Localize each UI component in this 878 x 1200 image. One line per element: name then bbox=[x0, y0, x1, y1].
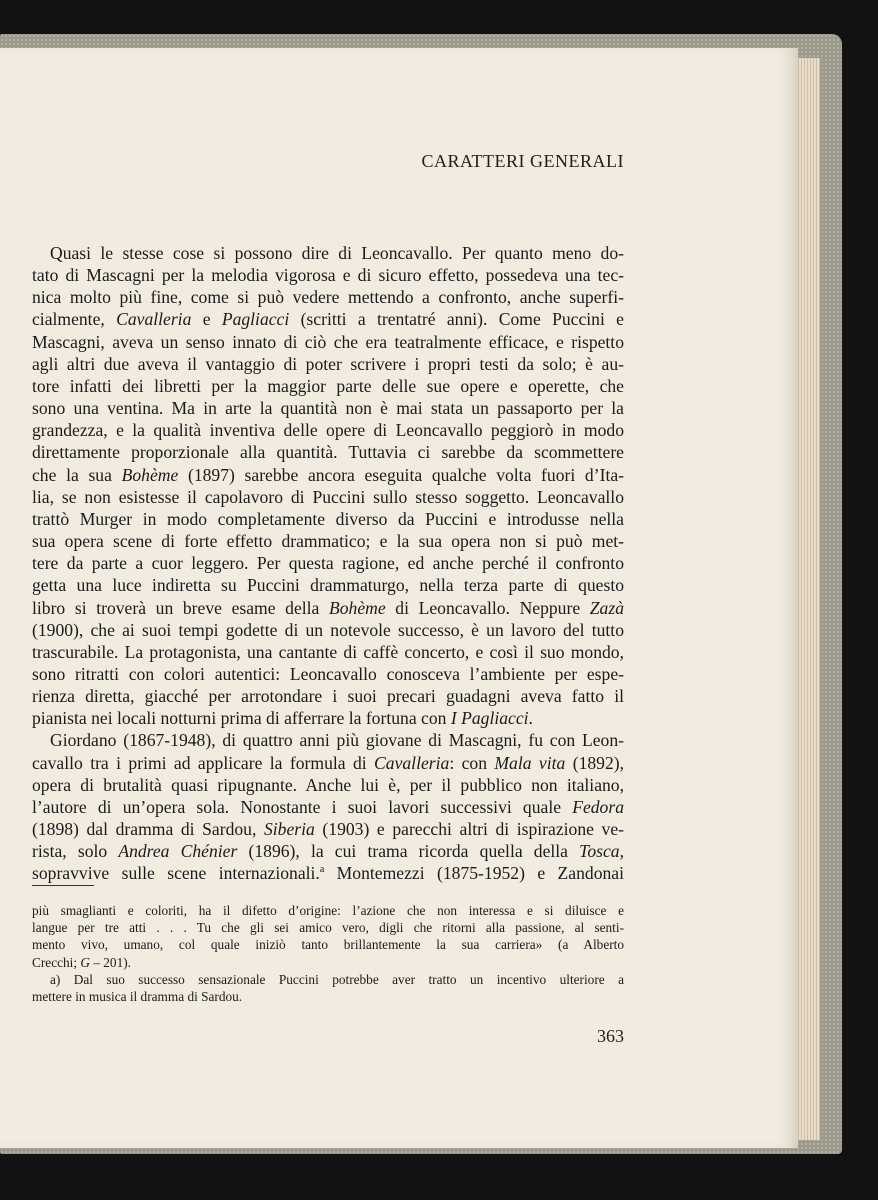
body-line: che la sua Bohème (1897) sarebbe ancora eseguita qualche volta fuori d’Ita- bbox=[32, 464, 625, 485]
body-line: lia, se non esistesse il capolavoro di Puccini sullo stesso soggetto. Leoncavallo bbox=[32, 486, 624, 507]
body-line: sopravvive sulle scene internazionali.$^a$ Montemezzi (1875-1952) e Zandonai bbox=[32, 863, 624, 884]
body-line: cialmente, Cavalleria e Pagliacci (scritti a trentatré anni). Come Puccini e bbox=[32, 309, 624, 330]
body-line: cavallo tra i primi ad applicare la formula di Cavalleria: con Mala vita (1892), bbox=[32, 752, 625, 773]
footnote-line: langue per tre atti . . . Tu che gli sei amico vero, digli che ritorni alla passione, al senti- bbox=[32, 920, 624, 936]
book-page bbox=[0, 48, 798, 1148]
body-line: Giordano (1867-1948), di quattro anni più giovane di Mascagni, fu con Leon- bbox=[50, 730, 624, 751]
body-line: libro si troverà un breve esame della Bohème di Leoncavallo. Neppure Zazà bbox=[32, 597, 624, 618]
body-line: direttamente proporzionale alla quantità. Tuttavia ci sarebbe da scommettere bbox=[32, 442, 624, 463]
body-line: (1900), che ai suoi tempi godette di un notevole successo, è un lavoro del tutto bbox=[32, 619, 624, 640]
body-line: opera di brutalità quasi ripugnante. Anche lui è, per il pubblico non italiano, bbox=[32, 774, 624, 795]
footnote-line: mettere in musica il dramma di Sardou. bbox=[32, 989, 243, 1005]
body-line: rista, solo Andrea Chénier (1896), la cui trama ricorda quella della Tosca, bbox=[32, 841, 624, 862]
body-line: pianista nei locali notturni prima di afferrare la fortuna con I Pagliacci. bbox=[32, 708, 533, 729]
body-line: (1898) dal dramma di Sardou, Siberia (1903) e parecchi altri di ispirazione ve- bbox=[32, 819, 624, 840]
running-head: CARATTERI GENERALI bbox=[421, 151, 624, 171]
body-line: trattò Murger in modo completamente diverso da Puccini e introdusse nella bbox=[32, 508, 624, 529]
footnote-line: a) Dal suo successo sensazionale Puccini potrebbe aver tratto un incentivo ulteriore a bbox=[50, 971, 624, 987]
body-line: l’autore di un’opera sola. Nonostante i suoi lavori successivi quale Fedora bbox=[32, 796, 624, 817]
footnotes bbox=[32, 902, 624, 1005]
body-line: tere da parte a cuor leggero. Per questa ragione, ed anche perché il confronto bbox=[32, 553, 624, 574]
body-line: sua opera scene di forte effetto drammatico; e la sua opera non si può met- bbox=[32, 531, 624, 552]
footnote-rule bbox=[32, 885, 94, 886]
body-line: rienza diretta, giacché per arrotondare i suoi precari guadagni aveva fatto il bbox=[32, 686, 624, 707]
footnote-line: mento vivo, umano, col quale iniziò tanto brillantemente la sua carriera» (a Alberto bbox=[32, 937, 624, 953]
body-text bbox=[32, 242, 624, 885]
footnote-line: Crecchi; G – 201). bbox=[32, 954, 131, 970]
body-line: trascurabile. La protagonista, una cantante di caffè concerto, e così il suo mondo, bbox=[32, 641, 624, 662]
body-line: agli altri due aveva il vantaggio di poter scrivere i propri testi da solo; è au- bbox=[32, 353, 624, 374]
body-line: grandezza, e la qualità inventiva delle opere di Leoncavallo peggiorò in modo bbox=[32, 420, 624, 441]
body-line: tato di Mascagni per la melodia vigorosa e di sicuro effetto, possedeva una tec- bbox=[32, 265, 624, 286]
page-number: 363 bbox=[597, 1026, 624, 1046]
body-line: nica molto più fine, come si può vedere mettendo a confronto, anche superfi- bbox=[32, 287, 624, 308]
body-line: Mascagni, aveva un senso innato di ciò che era teatralmente efficace, e rispetto bbox=[32, 331, 624, 352]
body-line: Quasi le stesse cose si possono dire di Leoncavallo. Per quanto meno do- bbox=[50, 243, 624, 263]
body-line: tore infatti dei libretti per la maggior parte delle sue opere e operette, che bbox=[32, 375, 624, 396]
body-line: getta una luce indiretta su Puccini drammaturgo, nella terza parte di questo bbox=[32, 575, 624, 596]
body-line: sono ritratti con colori autentici: Leoncavallo conosceva l’ambiente per espe- bbox=[32, 663, 624, 684]
body-line: sono una ventina. Ma in arte la quantità non è mai stata un passaporto per la bbox=[32, 398, 624, 419]
footnote-line: più smaglianti e coloriti, ha il difetto d’origine: l’azione che non interessa e si diluisce e bbox=[32, 903, 624, 918]
